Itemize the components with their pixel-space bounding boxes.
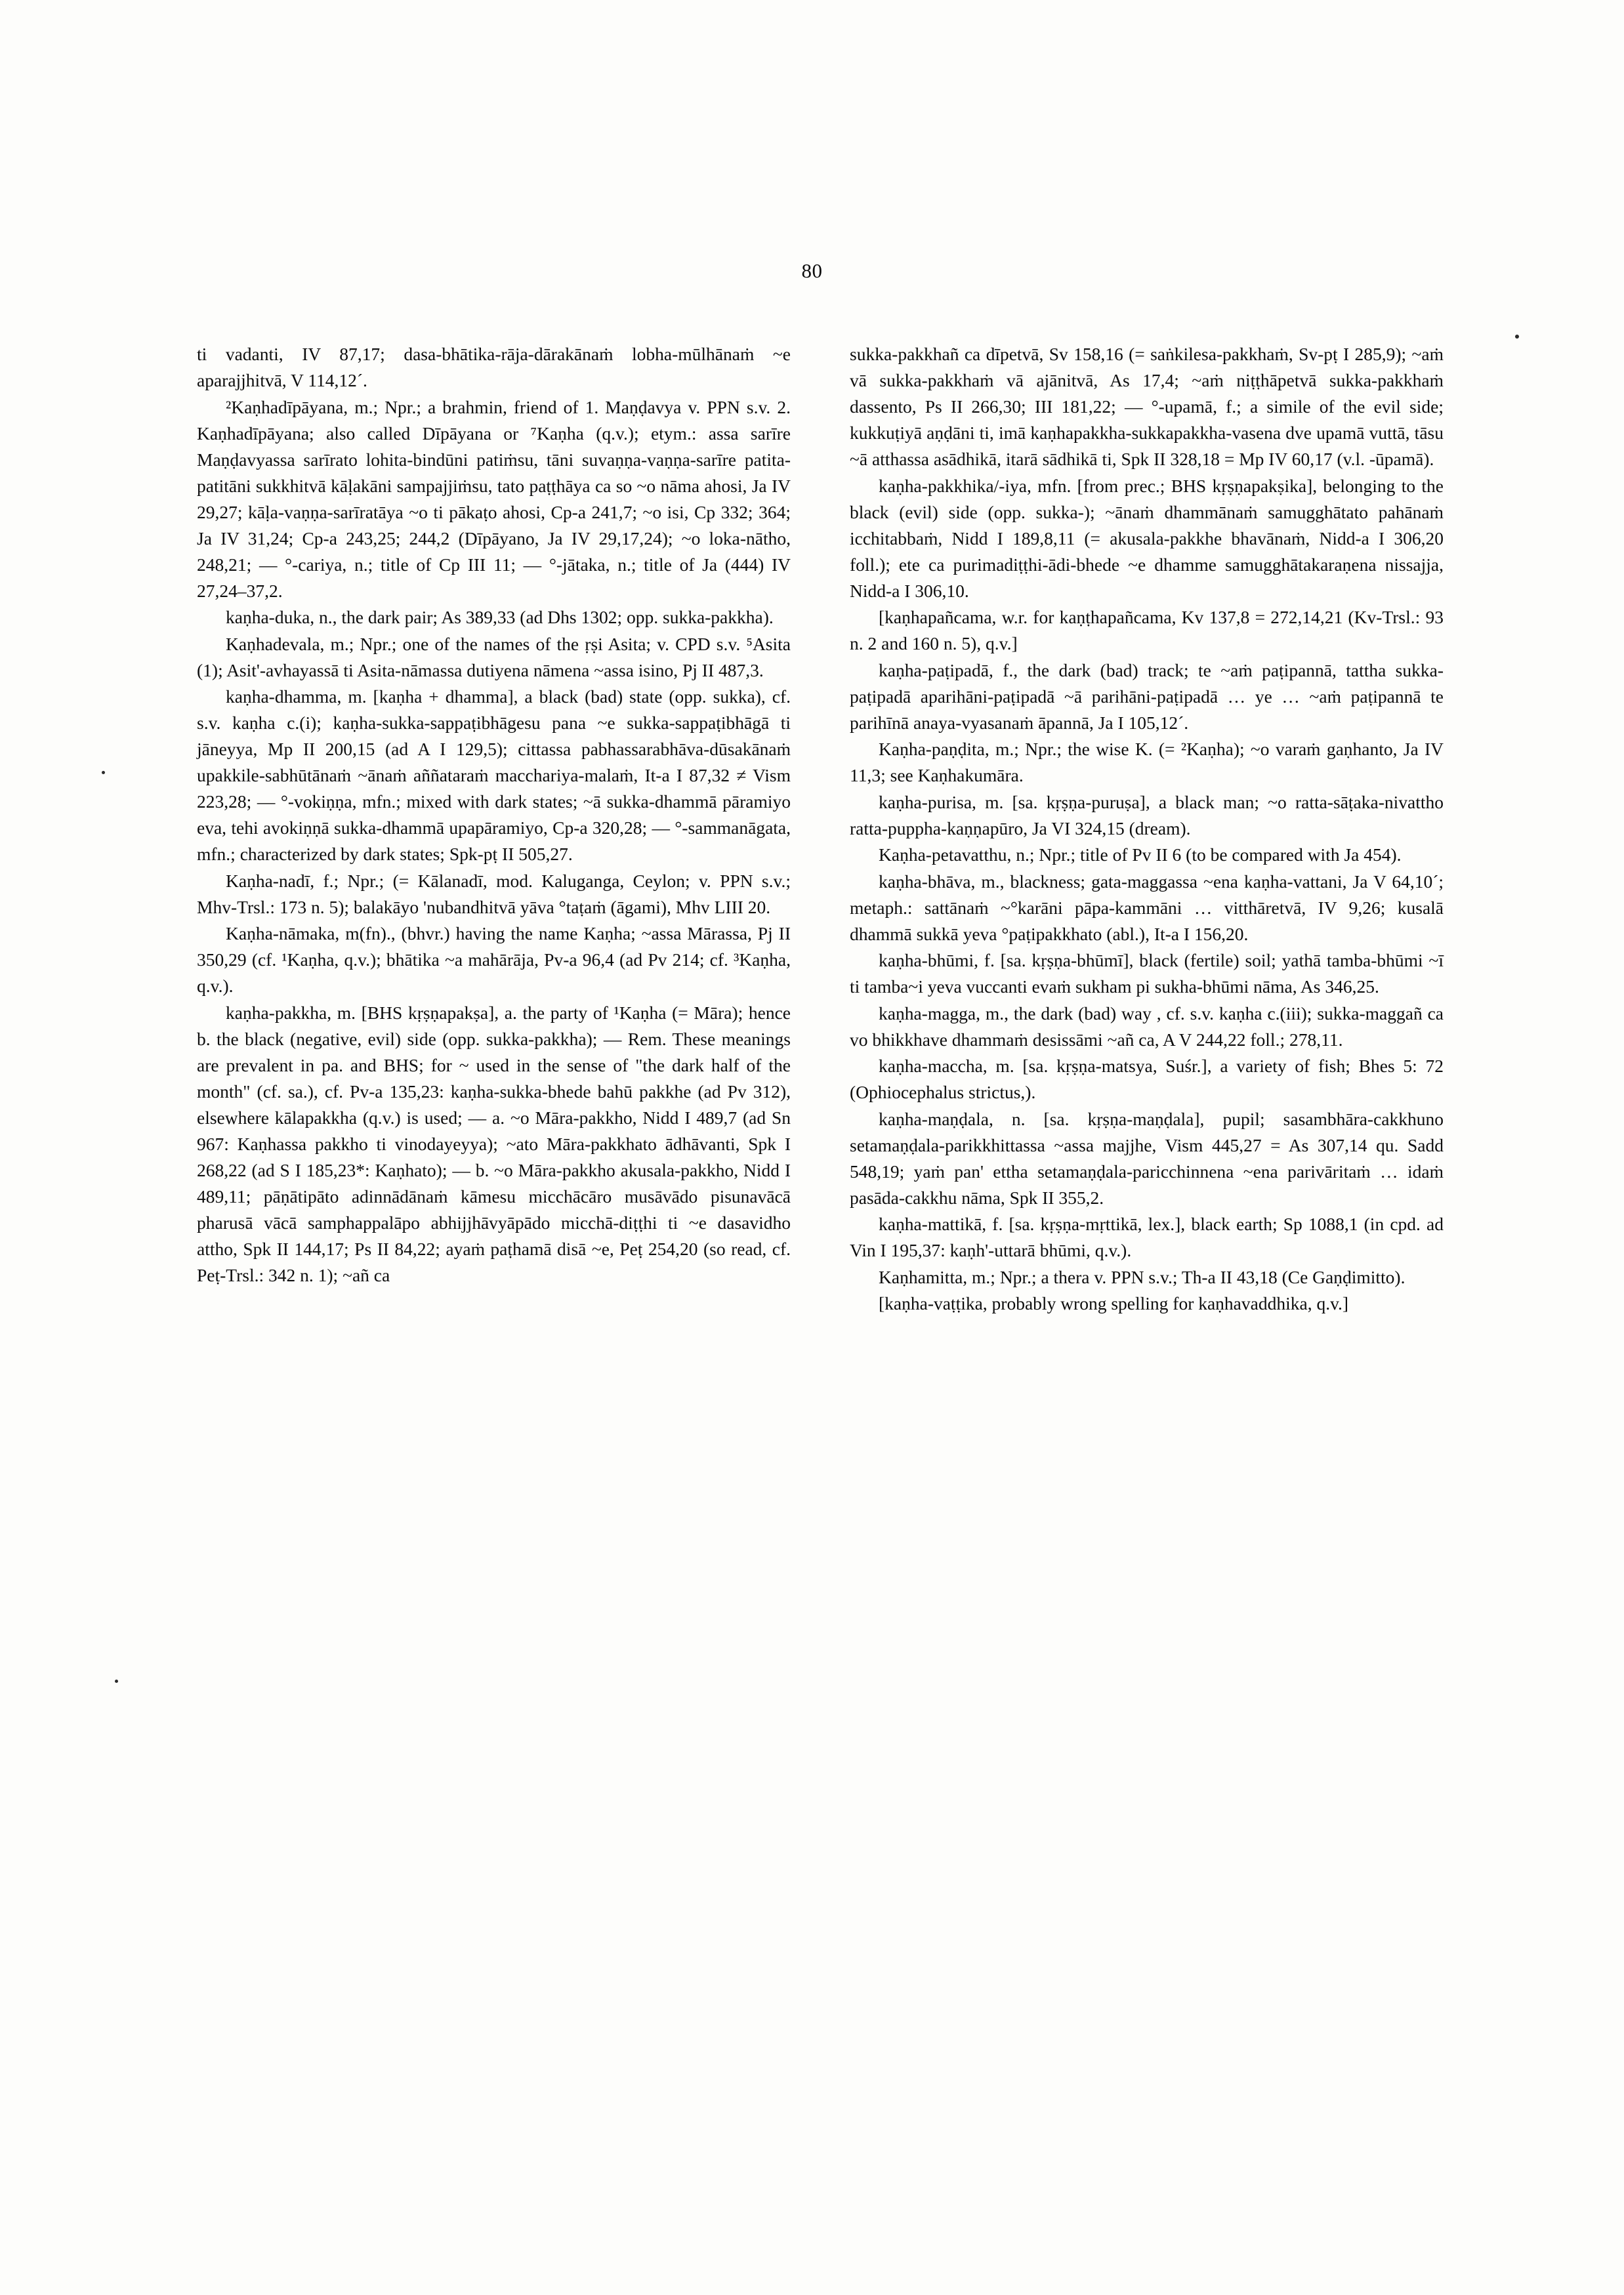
page-number: 80 bbox=[801, 259, 823, 282]
entry-paragraph: kaṇha-mattikā, f. [sa. kṛṣṇa-mṛttikā, lex.], black earth; Sp 1088,1 (in cpd. ad Vin I 195,37: kaṇh'-uttarā bhūmi, q.v.). bbox=[850, 1214, 1444, 1260]
entry-paragraph: kaṇha-purisa, m. [sa. kṛṣṇa-puruṣa], a black man; ~o ratta-sāṭaka-nivattho ratta-puppha-kaṇṇapūro, Ja VI 324,15 (dream). bbox=[850, 791, 1444, 838]
entry-paragraph: kaṇha-pakkha, m. [BHS kṛṣṇapakṣa], a. the party of ¹Kaṇha (= Māra); hence b. the black (negative, evil) side (opp. sukka-pakkha); — Rem. These meanings are prevalent in pa. and BHS; for ~ used in the sense of "the dark half of the month" (cf. sa.), cf. Pv-a 135,23: kaṇha-sukka-bhede bahū pakkhe (ad Pv 312), elsewhere kālapakkha (q.v.) is used; — a. ~o Māra-pakkho, Nidd I 489,7 (ad Sn 967: Kaṇhassa pakkho ti vinodayeyya); ~ato Māra-pakkhato ādhāvanti, Spk I 268,22 (ad S I 185,23*: Kaṇhato); — b. ~o Māra-pakkho akusala-pakkho, Nidd I 489,11; pāṇātipāto adinnādānaṁ kāmesu micchācāro musāvādo pisunavācā pharusā vācā samphappalāpo abhijjhāvyāpādo micchā-diṭṭhi ti ~e dasavidho attho, Spk II 144,17; Ps II 84,22; ayaṁ paṭhamā disā ~e, Peṭ 254,20 (so read, cf. Peṭ-Trsl.: 342 n. 1); ~añ ca bbox=[197, 1002, 791, 1285]
entry-paragraph: Kaṇhadevala, m.; Npr.; one of the names of the ṛṣi Asita; v. CPD s.v. ⁵Asita (1); Asit'-avhayassā ti Asita-nāmassa dutiyena nāmena ~assa isino, Pj II 487,3. bbox=[197, 633, 791, 680]
entry-paragraph: kaṇha-dhamma, m. [kaṇha + dhamma], a black (bad) state (opp. sukka), cf. s.v. kaṇha c.(i); kaṇha-sukka-sappaṭibhāgesu pana ~e sukka-sappaṭibhāgā ti jāneyya, Mp II 200,15 (ad A I 129,5); cittassa pabhassarabhāva-dūsakānaṁ upakkile-sabhūtānaṁ ~ānaṁ aññataraṁ macchariya-malaṁ, It-a I 87,32 ≠ Vism 223,28; — °-vokiṇṇa, mfn.; mixed with dark states; ~ā sukka-dhammā pāramiyo eva, tehi avokiṇṇā sukka-dhammā upapāramiyo, Cp-a 320,28; — °-sammanāgata, mfn.; characterized by dark states; Spk-pṭ II 505,27. bbox=[197, 686, 791, 864]
entry-paragraph: kaṇha-magga, m., the dark (bad) way , cf. s.v. kaṇha c.(iii); sukka-maggañ ca vo bhikkhave dhammaṁ desissāmi ~añ ca, A V 244,22 foll.; 278,11. bbox=[850, 1003, 1444, 1050]
entry-paragraph: Kaṇha-nadī, f.; Npr.; (= Kālanadī, mod. Kaluganga, Ceylon; v. PPN s.v.; Mhv-Trsl.: 173 n. 5); balakāyo 'nubandhitvā yāva °taṭaṁ (āgami), Mhv LIII 20. bbox=[197, 870, 791, 917]
entry-paragraph: [kaṇha-vaṭṭika, probably wrong spelling for kaṇhavaddhika, q.v.] bbox=[879, 1293, 1349, 1313]
entry-paragraph: [kaṇhapañcama, w.r. for kaṇṭhapañcama, Kv 137,8 = 272,14,21 (Kv-Trsl.: 93 n. 2 and 160 n. 5), q.v.] bbox=[850, 607, 1444, 653]
entry-paragraph: sukka-pakkhañ ca dīpetvā, Sv 158,16 (= saṅkilesa-pakkhaṁ, Sv-pṭ I 285,9); ~aṁ vā sukka-pakkhaṁ vā ajānitvā, As 17,4; ~aṁ niṭṭhāpetvā sukka-pakkhaṁ dassento, Ps II 266,30; III 181,22; — °-upamā, f.; a simile of the evil side; kukkuṭiyā aṇḍāni ti, imā kaṇhapakkha-sukkapakkha-vasena dve upamā vuttā, tāsu ~ā atthassa asādhikā, itarā sādhikā ti, Spk II 328,18 = Mp IV 60,17 (v.l. -ūpamā). bbox=[850, 344, 1444, 469]
entry-paragraph: Kaṇhamitta, m.; Npr.; a thera v. PPN s.v.; Th-a II 43,18 (Ce Gaṇḍimitto). bbox=[879, 1266, 1405, 1287]
entry-paragraph: kaṇha-bhāva, m., blackness; gata-maggassa ~ena kaṇha-vattani, Ja V 64,10´; metaph.: sattānaṁ ~°karāni pāpa-kammāni … vitthāretvā, IV 9,26; kusalā dhammā sukkā yeva °paṭipakkhato (abl.), It-a I 156,20. bbox=[850, 871, 1444, 944]
entry-paragraph: kaṇha-maccha, m. [sa. kṛṣṇa-matsya, Suśr.], a variety of fish; Bhes 5: 72 (Ophiocephalus strictus,). bbox=[850, 1056, 1444, 1102]
entry-paragraph: kaṇha-pakkhika/-iya, mfn. [from prec.; BHS kṛṣṇapakṣika], belonging to the black (evil) side (opp. sukka-); ~ānaṁ dhammānaṁ samugghātato pahānaṁ icchitabbaṁ, Nidd I 189,8,11 (= akusala-pakkhe bhavānaṁ, Nidd-a I 306,20 foll.); ete ca purimadiṭṭhi-ādi-bhede ~e dhamme samugghātakaraṇena nissajja, Nidd-a I 306,10. bbox=[850, 475, 1444, 601]
entry-paragraph: Kaṇha-petavatthu, n.; Npr.; title of Pv II 6 (to be compared with Ja 454). bbox=[879, 844, 1402, 865]
margin-mark-lower-left bbox=[115, 1680, 118, 1683]
two-column-body bbox=[197, 341, 1444, 1317]
entry-paragraph: Kaṇha-nāmaka, m(fn)., (bhvr.) having the name Kaṇha; ~assa Mārassa, Pj II 350,29 (cf. ¹Kaṇha, q.v.); bhātika ~a mahārāja, Pv-a 96,4 (ad Pv 214; cf. ³Kaṇha, q.v.). bbox=[197, 923, 791, 996]
entry-paragraph: ti vadanti, IV 87,17; dasa-bhātika-rāja-dārakānaṁ lobha-mūlhānaṁ ~e aparajjhitvā, V 114,12´. bbox=[197, 344, 791, 390]
entry-paragraph: kaṇha-maṇḍala, n. [sa. kṛṣṇa-maṇḍala], pupil; sasambhāra-cakkhuno setamaṇḍala-parikkhittassa ~assa majjhe, Vism 445,27 = As 307,14 qu. Sadd 548,19; yaṁ pan' ettha setamaṇḍala-paricchinnena ~ena parivāritaṁ … idaṁ pasāda-cakkhu nāma, Spk II 355,2. bbox=[850, 1108, 1444, 1208]
margin-mark-right bbox=[1515, 335, 1519, 339]
entry-paragraph: Kaṇha-paṇḍita, m.; Npr.; the wise K. (= ²Kaṇha); ~o varaṁ gaṇhanto, Ja IV 11,3; see Kaṇhakumāra. bbox=[850, 739, 1444, 785]
entry-paragraph: ²Kaṇhadīpāyana, m.; Npr.; a brahmin, friend of 1. Maṇḍavya v. PPN s.v. 2. Kaṇhadīpāyana; also called Dīpāyana or ⁷Kaṇha (q.v.); etym.: assa sarīre Maṇḍavyassa sarīrato lohita-bindūni patiṁsu, tāni suvaṇṇa-vaṇṇa-sarīre patita-patitāni sukkhitvā kāḷakāni sampajjiṁsu, tato paṭṭhāya ca so ~o nāma ahosi, Ja IV 29,27; kāḷa-vaṇṇa-sarīratāya ~o ti pākaṭo ahosi, Cp-a 241,7; ~o isi, Cp 332; 364; Ja IV 31,24; Cp-a 243,25; 244,2 (Dīpāyano, Ja IV 29,17,24); ~o loka-nātho, 248,21; — °-cariya, n.; title of Cp III 11; — °-jātaka, n.; title of Ja (444) IV 27,24–37,2. bbox=[197, 396, 791, 601]
entry-paragraph: kaṇha-duka, n., the dark pair; As 389,33 (ad Dhs 1302; opp. sukka-pakkha). bbox=[226, 607, 774, 627]
entry-paragraph: kaṇha-bhūmi, f. [sa. kṛṣṇa-bhūmī], black (fertile) soil; yathā tamba-bhūmi ~ī ti tamba~i yeva vuccanti evaṁ sukham pi sukha-bhūmi nāma, As 346,25. bbox=[850, 950, 1444, 997]
right-column bbox=[850, 341, 1444, 1317]
left-column bbox=[197, 341, 791, 1317]
entry-paragraph: kaṇha-paṭipadā, f., the dark (bad) track; te ~aṁ paṭipannā, tattha sukka-paṭipadā aparihāni-paṭipadā ~ā parihāni-paṭipadā … ye … ~aṁ paṭipannā te parihīnā anaya-vyasanaṁ āpannā, Ja I 105,12´. bbox=[850, 659, 1444, 733]
margin-mark-left bbox=[102, 771, 105, 774]
